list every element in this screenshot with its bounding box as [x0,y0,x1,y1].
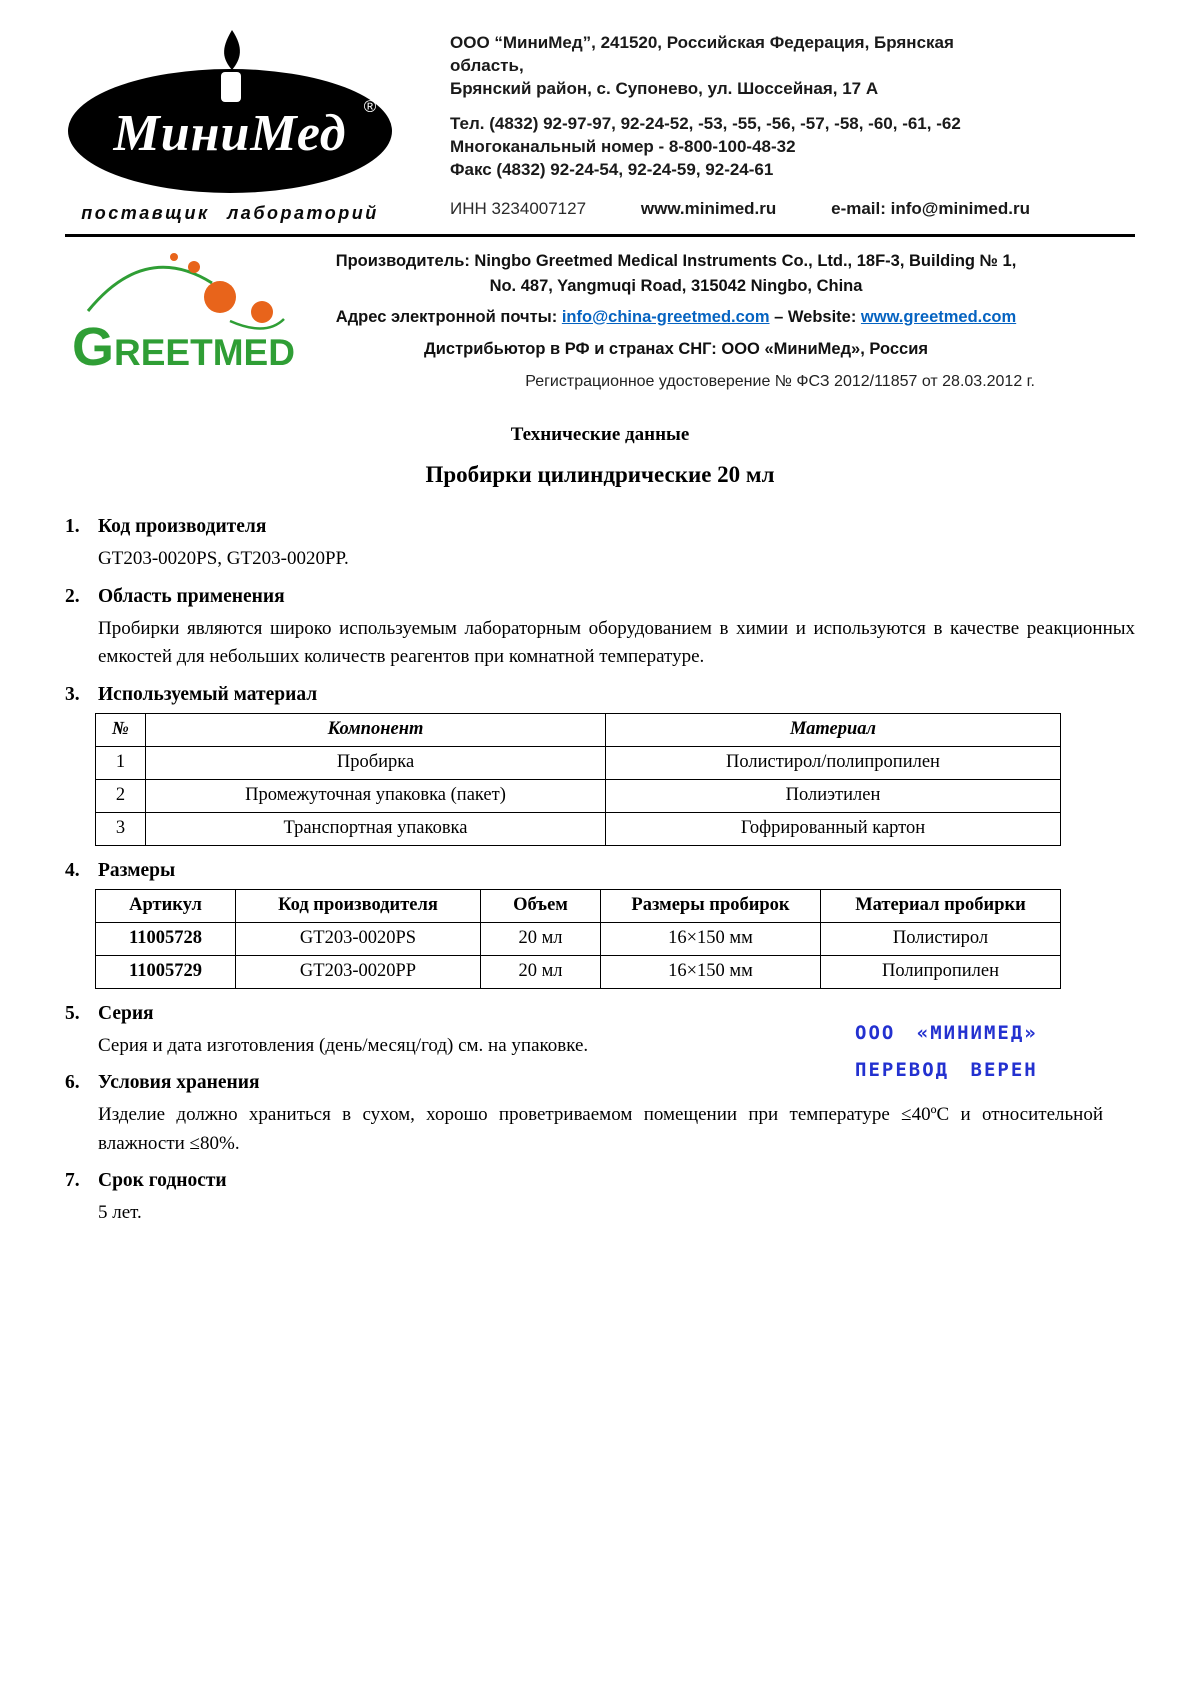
phone-line: Факс (4832) 92-24-54, 92-24-59, 92-24-61 [450,159,774,179]
section-heading: Серия [98,1002,154,1024]
table-header-row [96,889,1061,922]
registration-certificate: Регистрационное удостоверение № ФСЗ 2012/11857 от 28.03.2012 г. [525,373,1035,390]
table-cell: 20 мл [481,955,601,988]
manufacturer-email-link[interactable]: info@china-greetmed.com [561,307,770,326]
table-cell: 1 [96,746,146,779]
column-header: Материал [606,713,1061,746]
document-subtitle: Технические данные [510,424,690,445]
section-heading: Используемый материал [98,683,318,705]
section-body: Пробирки являются широко используемым лабораторным оборудованием в химии и используются в качестве реакционных емкостей для небольших количеств реагентов при комнатной температуре. [98,617,1135,667]
section-number: 5. [65,1002,80,1024]
manufacturer-email-row [317,305,1035,330]
table-cell: 2 [96,779,146,812]
table-cell: Транспортная упаковка [146,812,606,845]
manufacturer-line: Производитель: Ningbo Greetmed Medical Instruments Co., Ltd., 18F-3, Building № 1, [335,252,1017,270]
table-row [96,779,1061,812]
inn-number: ИНН 3234007127 [450,198,587,218]
section-number: 1. [65,516,80,537]
section-storage-conditions [65,1072,1135,1158]
section-heading: Код производителя [98,516,267,537]
column-header: № [96,713,146,746]
minimed-logo-image [65,28,395,196]
address-line: ООО “МиниМед”, 241520, Российская Федерация, Брянская область, [450,33,954,75]
company-website: www.minimed.ru [640,198,777,218]
section-application-area [65,586,1135,672]
section-materials [65,684,1135,846]
minimed-logo [65,28,395,224]
section-number: 6. [65,1072,80,1093]
table-cell: 3 [96,812,146,845]
table-cell: GT203-0020PS [236,922,481,955]
phone-line: Многоканальный номер - 8-800-100-48-32 [450,137,796,157]
table-cell: Гофрированный картон [606,812,1061,845]
section-body: 5 лет. [98,1202,142,1223]
website-label: – Website: [769,307,861,326]
company-address [450,32,1030,100]
column-header: Размеры пробирок [601,889,821,922]
company-ids-row [450,198,1030,221]
manufacturer-line: No. 487, Yangmuqi Road, 315042 Ningbo, China [489,276,863,295]
manufacturer-website-link[interactable]: www.greetmed.com [860,307,1017,326]
sizes-table [95,889,1061,989]
company-email: e-mail: info@minimed.ru [831,198,1030,218]
section-shelf-life [65,1170,1135,1228]
column-header: Код производителя [236,889,481,922]
section-number: 2. [65,585,80,607]
column-header: Артикул [96,889,236,922]
section-body: Серия и дата изготовления (день/месяц/год) см. на упаковке. [98,1034,589,1056]
table-cell: 11005728 [96,922,236,955]
phone-line: Тел. (4832) 92-97-97, 92-24-52, -53, -55, -56, -57, -58, -60, -61, -62 [450,114,961,134]
table-row [96,812,1061,845]
address-line: Брянский район, с. Супонево, ул. Шоссейная, 17 А [450,78,879,98]
table-cell: 11005729 [96,955,236,988]
table-cell: 16×150 мм [601,922,821,955]
minimed-tagline: поставщик лабораторий [81,203,379,223]
section-body: Изделие должно храниться в сухом, хорошо проветриваемом помещении при температуре ≤40ºС и относительной влажности ≤80%. [98,1104,1103,1154]
table-row [96,746,1061,779]
table-cell: Полистирол [821,922,1061,955]
table-header-row [96,713,1061,746]
column-header: Объем [481,889,601,922]
stamp-verified-line: ПЕРЕВОД ВЕРЕН [855,1059,1038,1081]
candle-icon [221,72,241,102]
page-title: Пробирки цилиндрические 20 мл [425,462,775,487]
table-row [96,922,1061,955]
section-heading: Размеры [98,859,176,881]
greetmed-dots-icon [88,253,284,329]
table-row [96,955,1061,988]
company-contacts [450,28,1030,224]
section-sizes [65,860,1135,989]
table-cell: Промежуточная упаковка (пакет) [146,779,606,812]
stamp-company-line: ООО «МИНИМЕД» [855,1022,1038,1044]
table-cell: Полиэтилен [606,779,1061,812]
section-heading: Условия хранения [98,1072,260,1093]
section-number: 7. [65,1170,80,1191]
distributor-line: Дистрибьютор в РФ и странах СНГ: ООО «МиниМед», Россия [424,340,928,359]
table-cell: 20 мл [481,922,601,955]
section-number: 4. [65,859,80,881]
greetmed-logo-image [70,249,305,379]
logo-brand-text: МиниМед [113,105,347,162]
flame-icon [224,30,240,70]
greetmed-wordmark: GREETMED [72,317,295,377]
materials-table [95,713,1061,846]
table-cell: Полистирол/полипропилен [606,746,1061,779]
section-body: GT203-0020PS, GT203-0020PP. [98,548,349,569]
manufacturer-block [0,237,1200,394]
translation-stamp [855,1022,1038,1081]
column-header: Материал пробирки [821,889,1061,922]
letterhead [0,0,1200,224]
table-cell: Полипропилен [821,955,1061,988]
greetmed-logo [70,249,305,394]
column-header: Компонент [146,713,606,746]
section-manufacturer-code [65,516,1135,574]
table-cell: Пробирка [146,746,606,779]
table-cell: 16×150 мм [601,955,821,988]
section-heading: Область применения [98,585,285,607]
section-heading: Срок годности [98,1170,227,1191]
section-number: 3. [65,683,80,705]
table-cell: GT203-0020PP [236,955,481,988]
email-label: Адрес электронной почты: [335,307,562,326]
company-phones [450,113,1030,181]
document-content [0,488,1200,1228]
registered-mark: ® [363,97,377,116]
manufacturer-info [317,249,1035,394]
